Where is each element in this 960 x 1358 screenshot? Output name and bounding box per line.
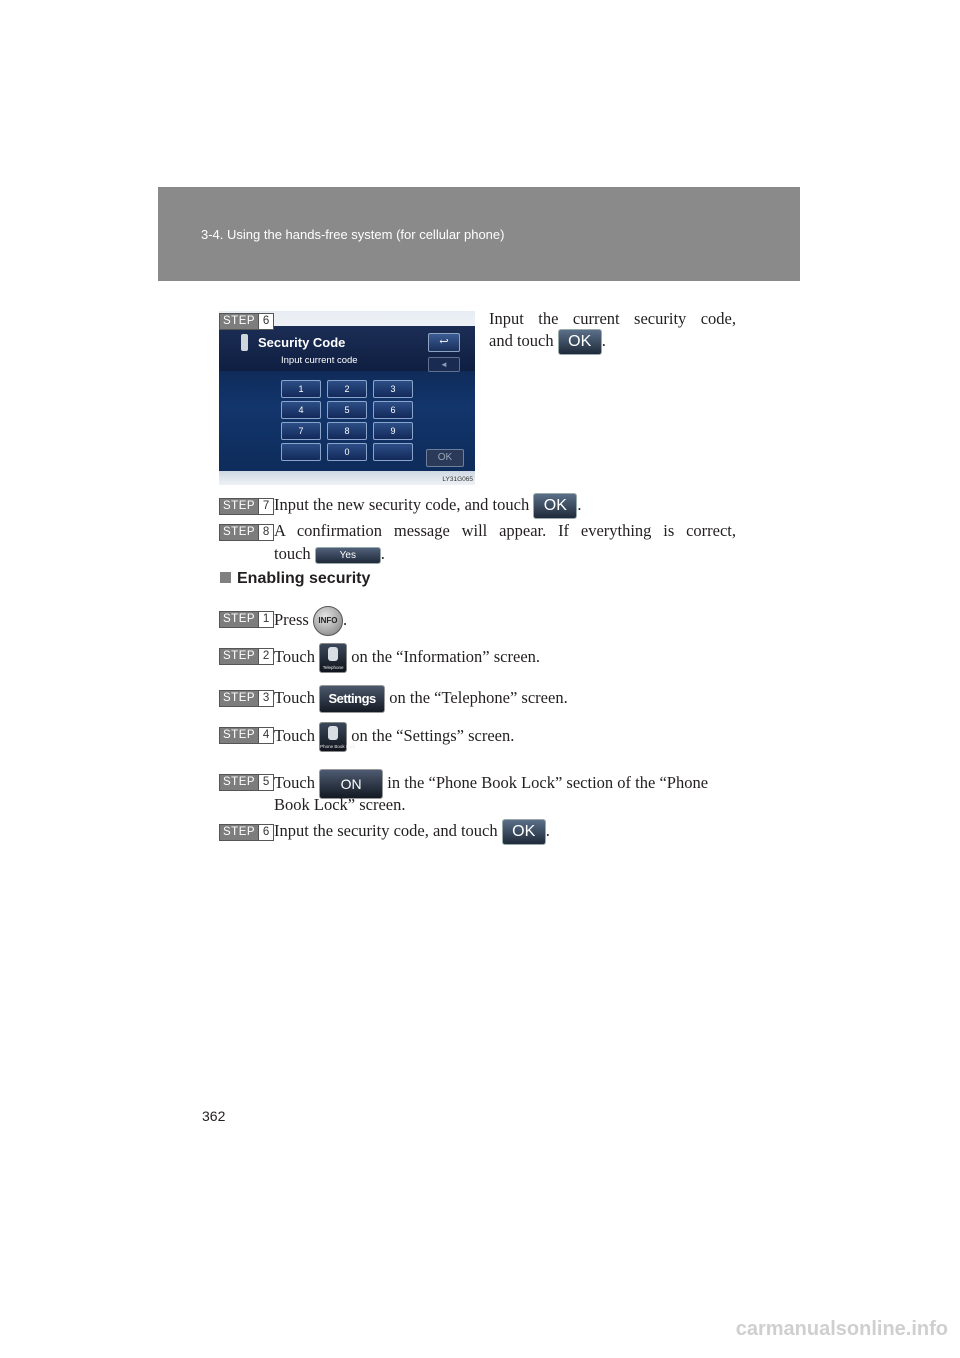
yes-button[interactable]: Yes xyxy=(315,547,381,564)
key-9[interactable]: 9 xyxy=(373,422,413,440)
key-0[interactable]: 0 xyxy=(327,443,367,461)
telephone-button[interactable]: Telephone xyxy=(319,643,347,673)
key-7[interactable]: 7 xyxy=(281,422,321,440)
enable-step-badge-5: STEP 5 xyxy=(219,774,274,791)
key-4[interactable]: 4 xyxy=(281,401,321,419)
enable-step-2-text: Touch Telephone on the “Information” screen. xyxy=(274,643,540,673)
square-bullet-icon xyxy=(220,572,231,583)
key-2[interactable]: 2 xyxy=(327,380,367,398)
enable-step-1-text: Press INFO . xyxy=(274,606,347,636)
screen-title: Security Code xyxy=(258,335,346,350)
key-6[interactable]: 6 xyxy=(373,401,413,419)
lock-icon xyxy=(328,726,338,740)
key-5[interactable]: 5 xyxy=(327,401,367,419)
screen-subtitle: Input current code xyxy=(281,355,358,366)
enable-step-3-text: Touch Settings on the “Telephone” screen. xyxy=(274,685,568,713)
enable-step-badge-2: STEP 2 xyxy=(219,648,274,665)
image-code: LY31G065 xyxy=(442,476,473,483)
step-badge-8: STEP 8 xyxy=(219,524,274,541)
step-6-text-line2: and touch OK . xyxy=(489,329,606,355)
page-number: 362 xyxy=(202,1108,226,1124)
settings-button[interactable]: Settings xyxy=(319,685,385,713)
step-badge-7: STEP 7 xyxy=(219,498,274,515)
security-code-screen-image xyxy=(219,311,475,485)
enable-step-5-text-line2: Book Lock” screen. xyxy=(274,795,406,814)
key-blank-left xyxy=(281,443,321,461)
screen-bottom-bar xyxy=(219,471,475,485)
watermark: carmanualsonline.info xyxy=(735,1318,948,1340)
cellphone-icon xyxy=(241,334,248,351)
key-blank-right xyxy=(373,443,413,461)
left-arrow-icon[interactable]: ◄ xyxy=(428,357,460,372)
ok-button[interactable]: OK xyxy=(502,819,546,845)
key-3[interactable]: 3 xyxy=(373,380,413,398)
enable-step-5-text-line1: Touch ON in the “Phone Book Lock” section of the “Phone xyxy=(274,769,708,799)
section-heading: Enabling security xyxy=(220,570,370,588)
screen-ok-key[interactable]: OK xyxy=(426,449,464,467)
telephone-icon xyxy=(328,647,338,661)
step-8-text-line2: touch Yes . xyxy=(274,544,385,563)
step-badge-6: STEP 6 xyxy=(219,313,274,330)
chapter-section-title: 3-4. Using the hands-free system (for cellular phone) xyxy=(201,227,505,242)
ok-button[interactable]: OK xyxy=(558,329,602,355)
key-1[interactable]: 1 xyxy=(281,380,321,398)
step-6-text-line1: Input the current security code, xyxy=(489,309,736,328)
phone-book-lock-button[interactable]: Phone Book Lock xyxy=(319,722,347,752)
ok-button[interactable]: OK xyxy=(533,493,577,519)
key-8[interactable]: 8 xyxy=(327,422,367,440)
back-arrow-icon[interactable]: ↩ xyxy=(428,333,460,352)
enable-step-badge-1: STEP 1 xyxy=(219,611,274,628)
on-button[interactable]: ON xyxy=(319,769,383,799)
enable-step-6-text: Input the security code, and touch OK . xyxy=(274,819,550,845)
chapter-header xyxy=(158,187,800,281)
enable-step-badge-3: STEP 3 xyxy=(219,690,274,707)
info-button[interactable]: INFO xyxy=(313,606,343,636)
step-7-text: Input the new security code, and touch OK . xyxy=(274,493,581,519)
step-8-text-line1: A confirmation message will appear. If everything is correct, xyxy=(274,521,736,540)
enable-step-4-text: Touch Phone Book Lock on the “Settings” screen. xyxy=(274,722,514,752)
enable-step-badge-4: STEP 4 xyxy=(219,727,274,744)
enable-step-badge-6: STEP 6 xyxy=(219,824,274,841)
